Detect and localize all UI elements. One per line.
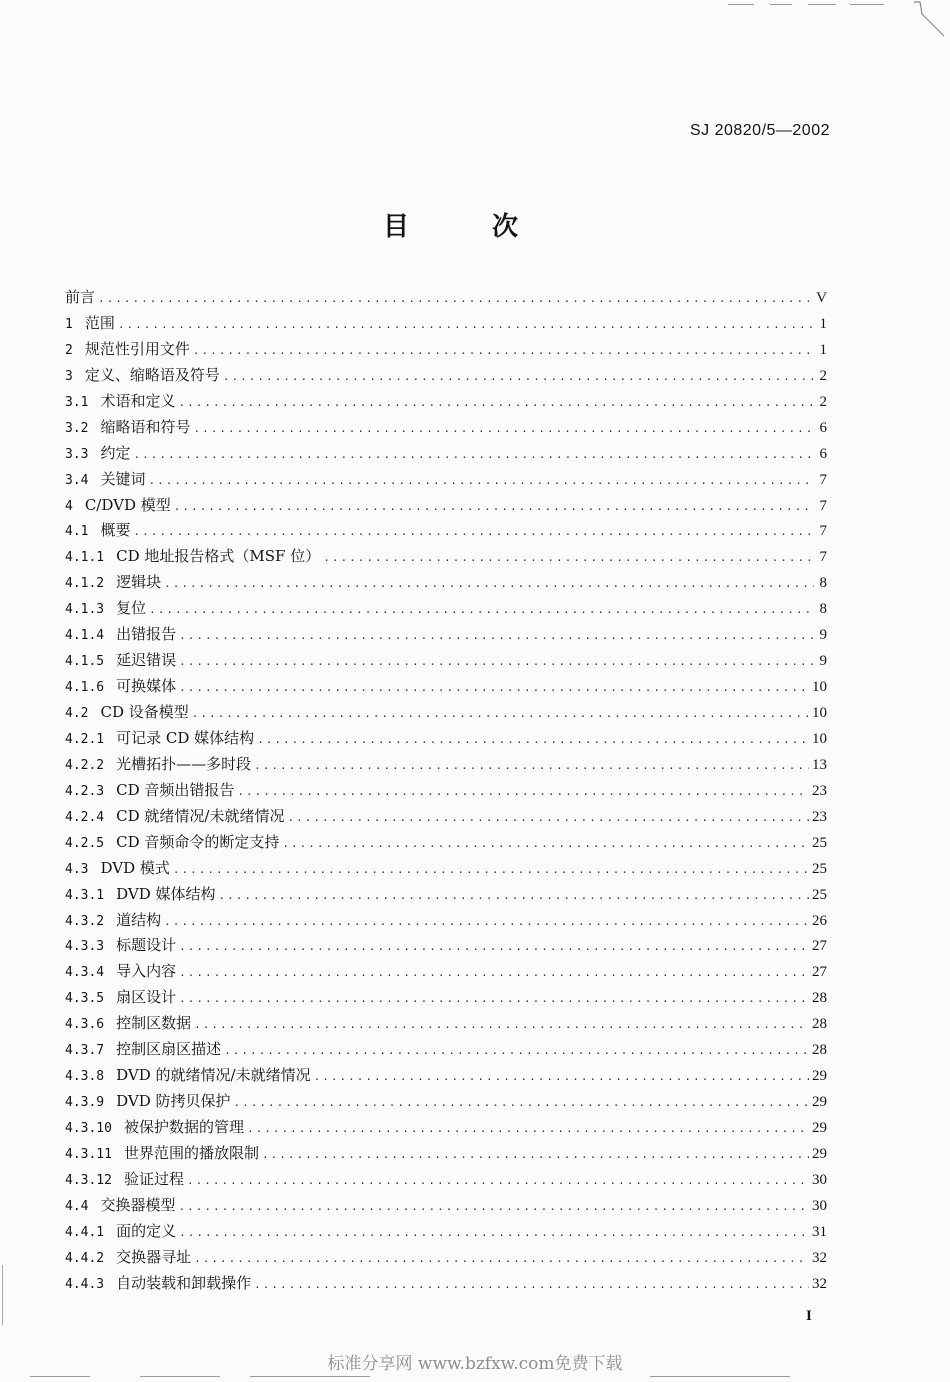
toc-entry-label: C/DVD 模型 bbox=[84, 495, 171, 514]
toc-entry-number: 4.1 bbox=[65, 524, 89, 540]
toc-entry-label: 缩略语和符号 bbox=[100, 417, 191, 436]
toc-entry-number: 4 bbox=[65, 498, 73, 514]
toc-entry-page: 23 bbox=[812, 782, 827, 799]
toc-entry-label: 道结构 bbox=[116, 910, 162, 929]
toc-entry-label: CD 设备模型 bbox=[100, 703, 189, 721]
toc-entry-page: 2 bbox=[819, 393, 827, 410]
toc-entry-page: 10 bbox=[812, 705, 827, 721]
toc-entry-label: CD 音频出错报告 bbox=[116, 780, 235, 799]
toc-dot-leader bbox=[194, 416, 815, 442]
toc-entry-label: 面的定义 bbox=[116, 1221, 177, 1240]
toc-entry-number: 4.1.1 bbox=[65, 550, 105, 566]
toc-dot-leader bbox=[237, 779, 809, 805]
toc-entry[interactable] bbox=[65, 1193, 827, 1219]
toc-entry-page: 7 bbox=[819, 471, 827, 488]
toc-entry-label: 前言 bbox=[65, 288, 96, 306]
toc-entry[interactable] bbox=[65, 1089, 827, 1115]
toc-entry-number: 3.1 bbox=[65, 394, 89, 410]
toc-title bbox=[383, 206, 518, 243]
toc-entry-number: 4.3.4 bbox=[65, 965, 105, 981]
toc-entry-label: 复位 bbox=[116, 599, 147, 618]
toc-entry[interactable] bbox=[65, 544, 827, 570]
toc-dot-leader bbox=[234, 1090, 809, 1116]
toc-entry-page: 30 bbox=[812, 1197, 827, 1214]
toc-entry-number: 3.2 bbox=[65, 420, 89, 436]
toc-entry[interactable] bbox=[65, 1219, 827, 1245]
toc-entry[interactable] bbox=[65, 1271, 827, 1297]
toc-entry-number: 3.3 bbox=[65, 446, 89, 462]
toc-dot-leader bbox=[174, 494, 814, 520]
toc-entry-page: 25 bbox=[812, 886, 827, 903]
toc-entry[interactable] bbox=[65, 389, 827, 415]
toc-entry-page: 9 bbox=[819, 653, 827, 670]
toc-entry-number: 4.1.3 bbox=[65, 602, 105, 618]
toc-dot-leader bbox=[118, 312, 814, 338]
toc-entry[interactable] bbox=[65, 804, 827, 830]
toc-entry-label: 约定 bbox=[100, 443, 131, 462]
toc-entry-label: CD 地址报告格式（MSF 位） bbox=[116, 547, 321, 566]
scan-mark bbox=[850, 4, 884, 5]
toc-dot-leader bbox=[323, 545, 814, 571]
toc-entry-number: 4.4.1 bbox=[65, 1224, 105, 1240]
toc-entry-label: 验证过程 bbox=[123, 1169, 184, 1188]
toc-entry-label: 概要 bbox=[100, 521, 131, 540]
toc-entry-page: 25 bbox=[812, 834, 827, 851]
toc-entry-label: 导入内容 bbox=[116, 962, 177, 981]
toc-entry[interactable] bbox=[65, 363, 827, 389]
toc-entry-label: CD 就绪情况/未就绪情况 bbox=[116, 806, 285, 825]
toc-entry-number: 4.1.5 bbox=[65, 654, 105, 670]
toc-entry-page: 32 bbox=[812, 1249, 827, 1266]
toc-entry-label: 交换器寻址 bbox=[116, 1247, 192, 1266]
toc-entry[interactable] bbox=[65, 1245, 827, 1271]
toc-entry-number: 3.4 bbox=[65, 472, 89, 488]
toc-entry-number: 4.2.2 bbox=[65, 757, 105, 773]
toc-entry-page: 1 bbox=[819, 341, 827, 358]
toc-entry-label: 光槽拓扑——多时段 bbox=[116, 754, 252, 773]
toc-entry-number: 4.3.8 bbox=[65, 1069, 105, 1085]
toc-dot-leader bbox=[287, 805, 809, 831]
toc-dot-leader bbox=[179, 675, 809, 701]
toc-entry[interactable] bbox=[65, 441, 827, 467]
toc-entry-page: 30 bbox=[812, 1171, 827, 1188]
toc-dot-leader bbox=[194, 1246, 809, 1272]
scan-mark bbox=[140, 1376, 220, 1377]
toc-title-char: 目 bbox=[383, 212, 410, 242]
toc-entry-page: 10 bbox=[812, 679, 827, 696]
toc-dot-leader bbox=[282, 831, 809, 857]
toc-entry-label: DVD 媒体结构 bbox=[116, 884, 216, 903]
toc-entry-label: 术语和定义 bbox=[100, 391, 176, 410]
toc-entry[interactable] bbox=[65, 337, 827, 363]
toc-entry-label: 标题设计 bbox=[116, 936, 177, 955]
toc-dot-leader bbox=[194, 1012, 809, 1038]
toc-entry-number: 4.2.5 bbox=[65, 835, 105, 851]
toc-dot-leader bbox=[257, 727, 809, 753]
toc-entry-page: 29 bbox=[812, 1145, 827, 1162]
toc-dot-leader bbox=[149, 597, 814, 623]
toc-entry-number: 4.2.3 bbox=[65, 783, 105, 799]
toc-entry-number: 4.3.5 bbox=[65, 991, 105, 1007]
toc-entry-number: 4.3.2 bbox=[65, 913, 105, 929]
toc-entry-page: 10 bbox=[812, 730, 827, 747]
scan-mark bbox=[728, 4, 754, 5]
toc-entry[interactable] bbox=[65, 518, 827, 544]
toc-dot-leader bbox=[254, 753, 809, 779]
toc-dot-leader bbox=[164, 571, 814, 597]
toc-entry-number: 4.3.7 bbox=[65, 1043, 105, 1059]
toc-entry-label: CD 音频命令的断定支持 bbox=[116, 832, 280, 851]
toc-entry-label: 交换器模型 bbox=[100, 1195, 176, 1214]
toc-entry[interactable] bbox=[65, 1063, 827, 1089]
toc-entry-page: 32 bbox=[812, 1275, 827, 1292]
toc-entry-number: 4.1.6 bbox=[65, 680, 105, 696]
document-code: SJ 20820/5—2002 bbox=[689, 122, 830, 139]
toc-dot-leader bbox=[164, 909, 809, 935]
toc-entry[interactable] bbox=[65, 648, 827, 674]
toc-entry-page: 6 bbox=[819, 419, 827, 436]
toc-dot-leader bbox=[179, 960, 809, 986]
page-number: I bbox=[806, 1308, 812, 1324]
toc-entry[interactable] bbox=[65, 311, 827, 337]
toc-entry-page: 29 bbox=[812, 1068, 827, 1085]
edge-scan-mark bbox=[2, 1265, 3, 1325]
toc-entry-label: 出错报告 bbox=[116, 625, 177, 644]
toc-entry-number: 4.3.3 bbox=[65, 939, 105, 955]
toc-dot-leader bbox=[254, 1272, 809, 1298]
toc-entry-page: V bbox=[816, 290, 827, 306]
toc-entry-page: 7 bbox=[819, 549, 827, 566]
toc-entry-label: 逻辑块 bbox=[116, 573, 162, 592]
toc-entry-label: 关键词 bbox=[100, 469, 146, 488]
toc-entry-number: 4.3.6 bbox=[65, 1017, 105, 1033]
toc-entry-number: 4.2.1 bbox=[65, 731, 105, 747]
toc-entry-label: 控制区扇区描述 bbox=[116, 1040, 222, 1059]
toc-entry-page: 9 bbox=[819, 627, 827, 644]
toc-dot-leader bbox=[192, 701, 809, 727]
toc-entry-page: 29 bbox=[812, 1120, 827, 1136]
toc-entry-number: 4.2.4 bbox=[65, 809, 105, 825]
toc-entry-label: 延迟错误 bbox=[116, 651, 177, 670]
toc-dot-leader bbox=[179, 1194, 810, 1220]
toc-entry[interactable] bbox=[65, 415, 827, 441]
toc-entry[interactable] bbox=[65, 933, 827, 959]
toc-entry-page: 8 bbox=[819, 601, 827, 618]
toc-dot-leader bbox=[134, 519, 815, 545]
toc-entry[interactable] bbox=[65, 467, 827, 493]
toc-entry[interactable] bbox=[65, 570, 827, 596]
toc-entry-number: 4.3.10 bbox=[65, 1121, 112, 1136]
toc-entry-page: 7 bbox=[819, 497, 827, 514]
toc-entry-label: 控制区数据 bbox=[116, 1014, 192, 1033]
toc-entry-label: DVD 模式 bbox=[100, 858, 170, 877]
toc-entry-page: 28 bbox=[812, 1016, 827, 1033]
scan-mark bbox=[808, 4, 836, 5]
toc-entry[interactable] bbox=[65, 778, 827, 804]
toc-entry-number: 3 bbox=[65, 368, 73, 384]
toc-entry-number: 4.1.4 bbox=[65, 628, 105, 644]
toc-dot-leader bbox=[134, 442, 815, 468]
toc-entry-page: 28 bbox=[812, 990, 827, 1007]
toc-entry-number: 4.4 bbox=[65, 1198, 89, 1214]
toc-entry-number: 4.3.12 bbox=[65, 1172, 112, 1188]
toc-entry-page: 27 bbox=[812, 964, 827, 981]
toc-dot-leader bbox=[314, 1064, 809, 1090]
toc-entry[interactable] bbox=[65, 959, 827, 985]
toc-list bbox=[65, 285, 827, 1297]
toc-entry-page: 7 bbox=[819, 523, 827, 540]
toc-entry-number: 4.3.11 bbox=[65, 1146, 112, 1162]
toc-entry-page: 25 bbox=[812, 860, 827, 877]
toc-entry-page: 1 bbox=[819, 315, 827, 332]
toc-entry[interactable] bbox=[65, 674, 827, 700]
toc-entry[interactable] bbox=[65, 1167, 827, 1193]
toc-entry-label: 规范性引用文件 bbox=[84, 339, 190, 358]
toc-entry-page: 6 bbox=[819, 445, 827, 462]
toc-entry[interactable] bbox=[65, 830, 827, 856]
toc-entry[interactable] bbox=[65, 1011, 827, 1037]
toc-entry[interactable] bbox=[65, 596, 827, 622]
toc-entry-page: 13 bbox=[812, 756, 827, 773]
toc-entry[interactable] bbox=[65, 908, 827, 934]
toc-dot-leader bbox=[173, 857, 809, 883]
toc-entry[interactable] bbox=[65, 752, 827, 778]
toc-entry-number: 4.4.2 bbox=[65, 1250, 105, 1266]
toc-dot-leader bbox=[179, 390, 815, 416]
toc-entry-page: 8 bbox=[819, 575, 827, 592]
toc-dot-leader bbox=[179, 934, 809, 960]
toc-entry-label: 扇区设计 bbox=[116, 988, 177, 1007]
toc-entry-number: 4.3.9 bbox=[65, 1095, 105, 1111]
toc-dot-leader bbox=[219, 883, 809, 909]
toc-entry-label: 可记录 CD 媒体结构 bbox=[116, 728, 255, 747]
scan-mark bbox=[30, 1376, 90, 1377]
toc-entry[interactable] bbox=[65, 856, 827, 882]
toc-dot-leader bbox=[179, 623, 814, 649]
toc-entry-page: 29 bbox=[812, 1094, 827, 1111]
toc-dot-leader bbox=[224, 1038, 809, 1064]
toc-entry[interactable] bbox=[65, 622, 827, 648]
toc-entry-label: DVD 防拷贝保护 bbox=[116, 1092, 231, 1111]
toc-entry-number: 1 bbox=[65, 316, 73, 332]
toc-entry[interactable] bbox=[65, 1141, 827, 1167]
toc-entry-page: 28 bbox=[812, 1042, 827, 1059]
toc-entry[interactable] bbox=[65, 700, 827, 726]
toc-entry-label: 范围 bbox=[84, 313, 115, 332]
toc-entry[interactable] bbox=[65, 285, 827, 311]
toc-entry-number: 4.3.1 bbox=[65, 887, 105, 903]
toc-dot-leader bbox=[179, 986, 809, 1012]
toc-entry-number: 2 bbox=[65, 342, 73, 358]
toc-entry[interactable] bbox=[65, 726, 827, 752]
toc-dot-leader bbox=[187, 1168, 809, 1194]
scan-mark bbox=[770, 4, 792, 5]
corner-scan-mark bbox=[910, 0, 950, 40]
toc-dot-leader bbox=[98, 286, 813, 312]
toc-entry-page: 2 bbox=[819, 367, 827, 384]
toc-entry[interactable] bbox=[65, 985, 827, 1011]
toc-dot-leader bbox=[223, 364, 814, 390]
toc-dot-leader bbox=[262, 1142, 809, 1168]
scan-mark bbox=[250, 1376, 370, 1377]
toc-entry-page: 31 bbox=[812, 1223, 827, 1240]
toc-entry[interactable] bbox=[65, 1037, 827, 1063]
toc-entry-page: 23 bbox=[812, 808, 827, 825]
toc-entry-label: 自动装载和卸载操作 bbox=[116, 1273, 252, 1292]
toc-entry[interactable] bbox=[65, 882, 827, 908]
toc-entry-number: 4.2 bbox=[65, 706, 89, 721]
toc-entry-label: 定义、缩略语及符号 bbox=[84, 365, 220, 384]
toc-entry-number: 4.3 bbox=[65, 861, 89, 877]
toc-entry-label: 被保护数据的管理 bbox=[123, 1118, 244, 1136]
scan-mark bbox=[650, 1376, 790, 1377]
toc-entry-page: 26 bbox=[812, 912, 827, 929]
toc-dot-leader bbox=[193, 338, 814, 364]
toc-dot-leader bbox=[149, 468, 815, 494]
toc-dot-leader bbox=[247, 1116, 809, 1142]
toc-dot-leader bbox=[179, 1220, 809, 1246]
toc-entry-number: 4.4.3 bbox=[65, 1276, 105, 1292]
toc-entry-page: 27 bbox=[812, 938, 827, 955]
watermark: 标准分享网 www.bzfxw.com免费下载 bbox=[327, 1354, 623, 1374]
toc-title-char: 次 bbox=[491, 212, 518, 242]
toc-entry-label: 可换媒体 bbox=[116, 677, 177, 696]
toc-entry-number: 4.1.2 bbox=[65, 576, 105, 592]
toc-entry[interactable] bbox=[65, 493, 827, 519]
toc-entry-label: 世界范围的播放限制 bbox=[123, 1143, 259, 1162]
toc-entry[interactable] bbox=[65, 1115, 827, 1141]
toc-entry-label: DVD 的就绪情况/未就绪情况 bbox=[116, 1066, 311, 1085]
toc-dot-leader bbox=[179, 649, 814, 675]
